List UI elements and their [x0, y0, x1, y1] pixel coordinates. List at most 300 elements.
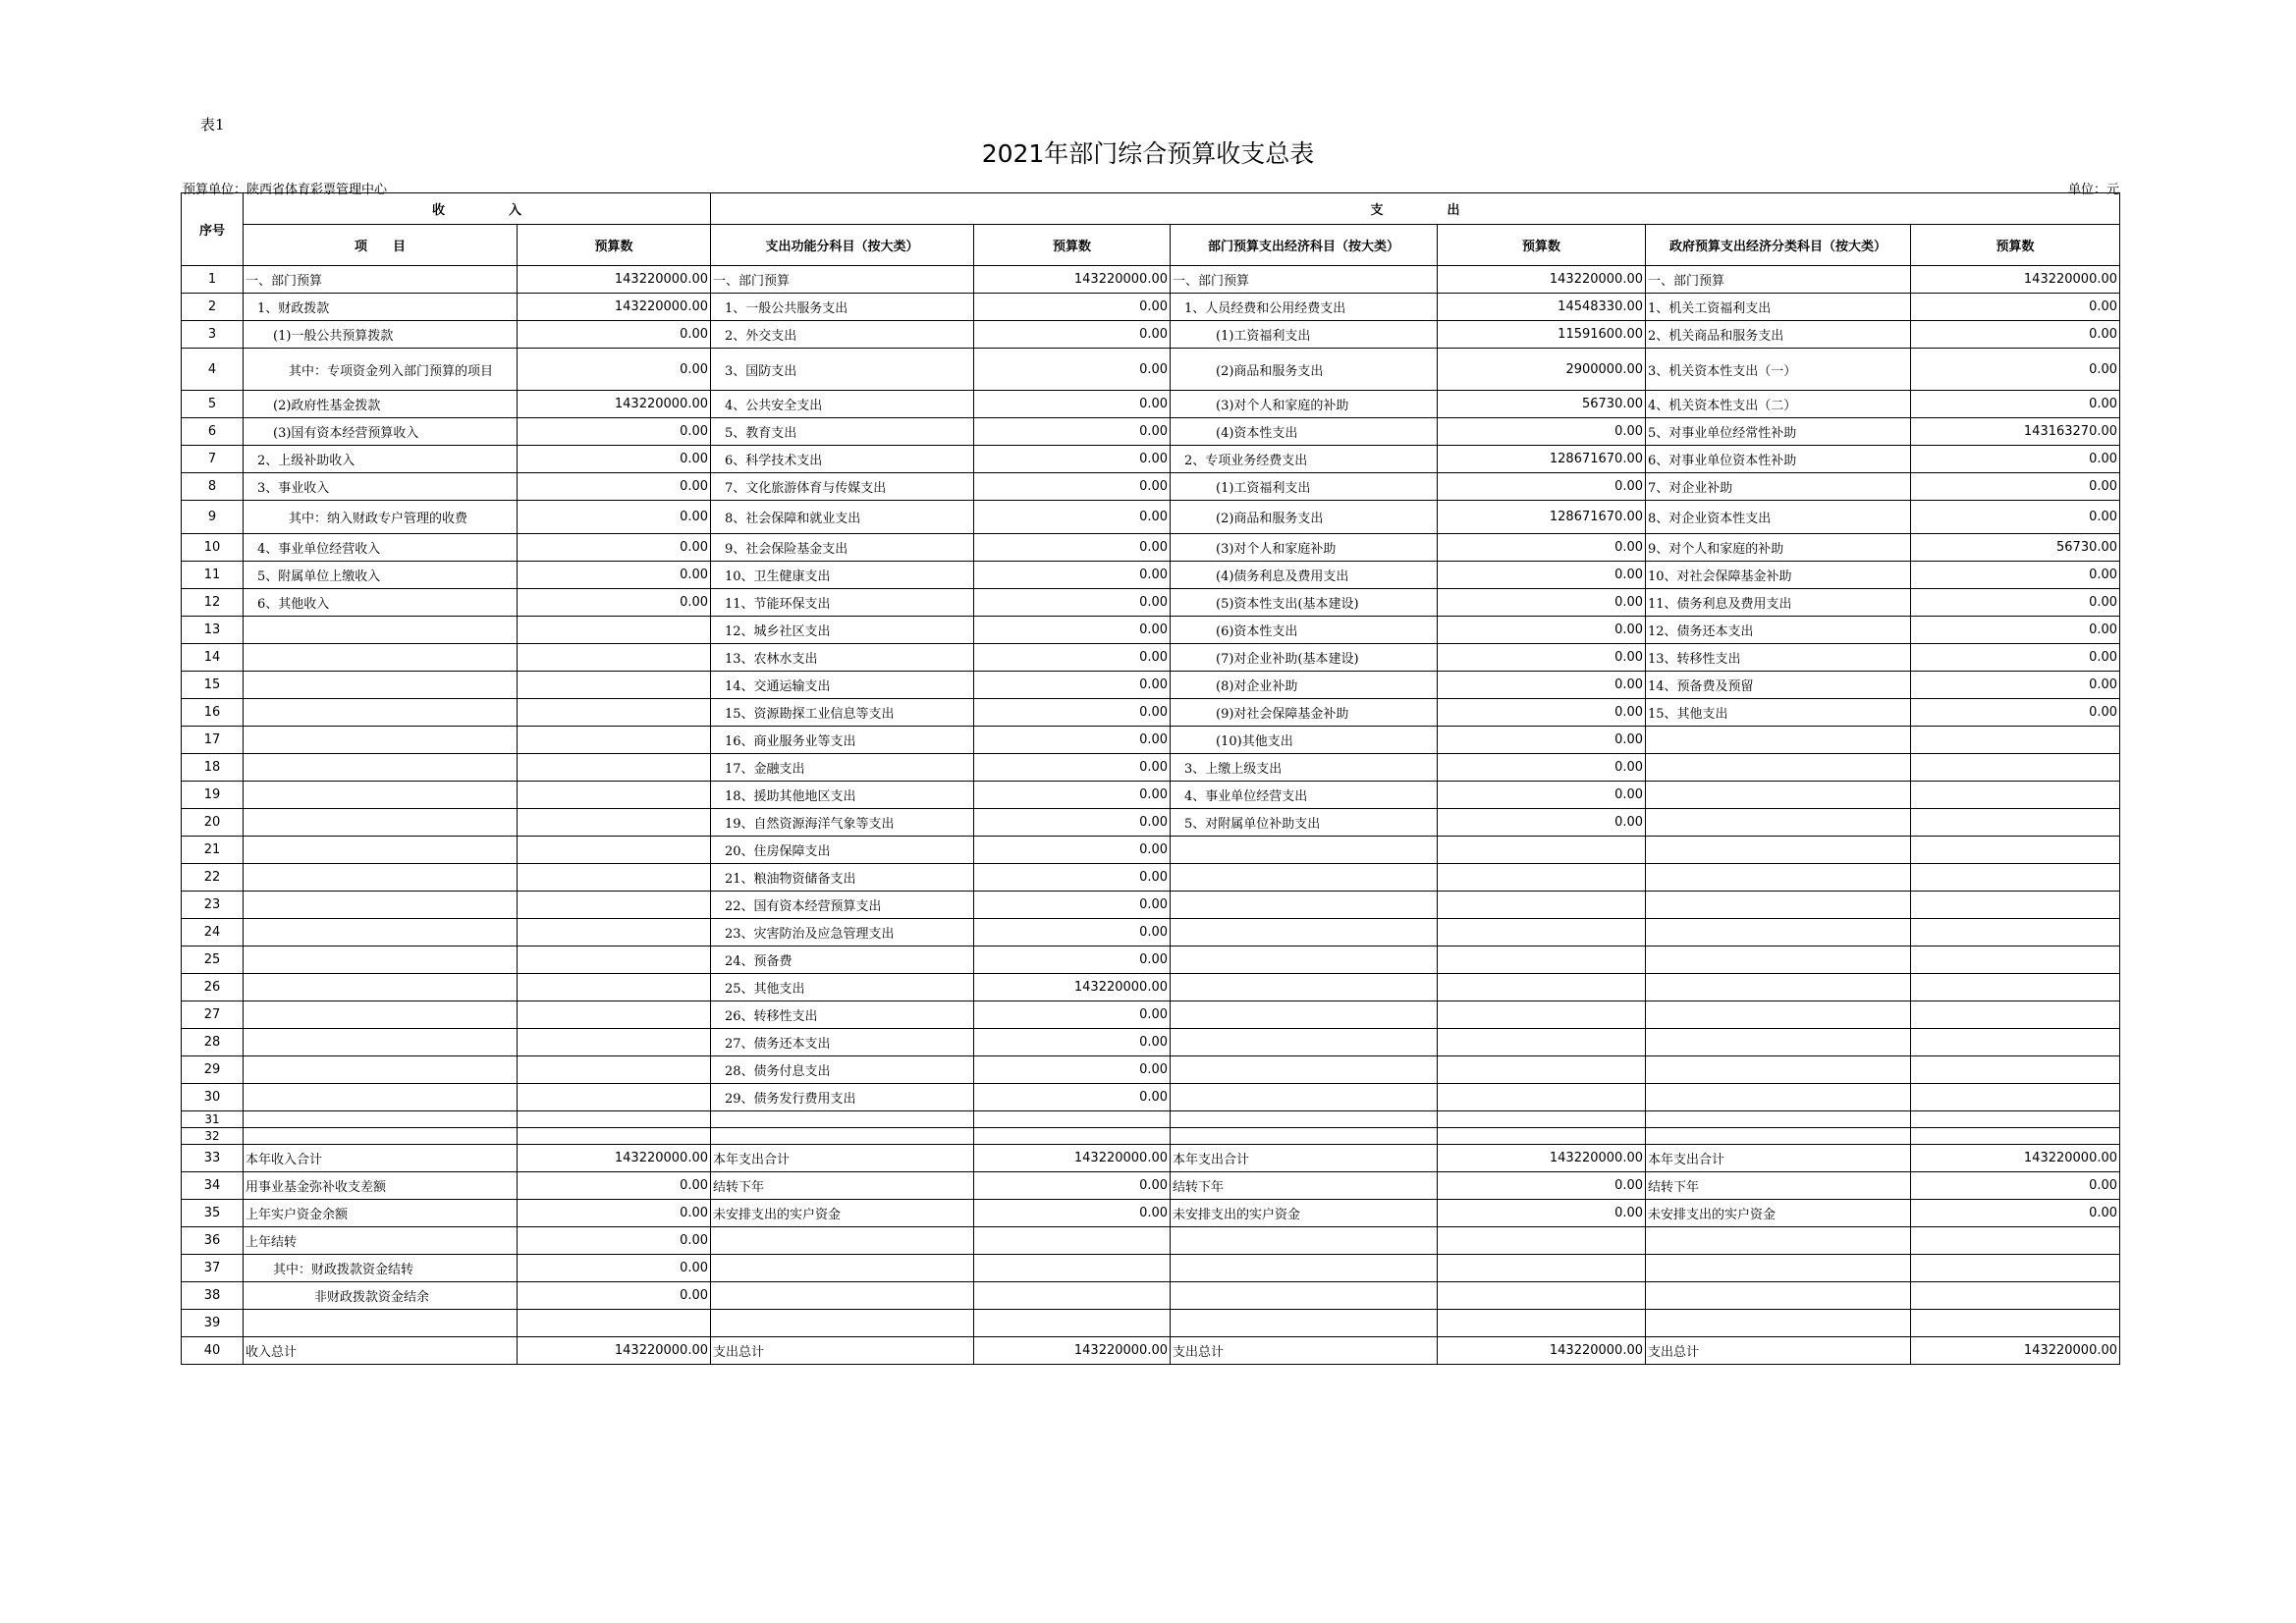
income-item: [244, 892, 518, 919]
func-amount: 0.00: [974, 672, 1171, 699]
income-amount: 0.00: [518, 1200, 711, 1227]
table-row: [182, 892, 2120, 919]
dept-amount: [1438, 1310, 1646, 1337]
func-subject: 14、交通运输支出: [711, 672, 974, 699]
func-amount: 0.00: [974, 754, 1171, 782]
table-row: [182, 1145, 2120, 1172]
income-amount: 143220000.00: [518, 1337, 711, 1365]
dept-amount: 0.00: [1438, 699, 1646, 727]
table-row: [182, 1172, 2120, 1200]
table-number-label: 表1: [200, 116, 225, 134]
income-amount: [518, 699, 711, 727]
func-subject: 28、债务付息支出: [711, 1056, 974, 1084]
func-amount: 0.00: [974, 562, 1171, 589]
table-row: [182, 1084, 2120, 1111]
func-amount: 0.00: [974, 391, 1171, 418]
dept-subject: [1171, 947, 1438, 974]
dept-amount: 0.00: [1438, 782, 1646, 809]
dept-amount: [1438, 1084, 1646, 1111]
func-amount: [974, 1227, 1171, 1255]
page-title: 2021年部门综合预算收支总表: [981, 139, 1315, 168]
income-item: (3)国有资本经营预算收入: [244, 418, 518, 446]
gov-amount: [1911, 974, 2120, 1001]
func-amount: [974, 1255, 1171, 1282]
income-item: [244, 1056, 518, 1084]
table-row: [182, 1056, 2120, 1084]
func-amount: 0.00: [974, 534, 1171, 562]
income-amount: [518, 754, 711, 782]
func-amount: 143220000.00: [974, 974, 1171, 1001]
table-row: [182, 349, 2120, 391]
dept-subject: 1、人员经费和公用经费支出: [1171, 294, 1438, 321]
budget-summary-table: [181, 192, 2120, 1365]
income-item: [244, 947, 518, 974]
row-number: 21: [182, 837, 244, 864]
row-number: 17: [182, 727, 244, 754]
income-amount: 0.00: [518, 473, 711, 501]
table-row: [182, 562, 2120, 589]
row-number: 32: [182, 1128, 244, 1145]
dept-subject: (5)资本性支出(基本建设): [1171, 589, 1438, 617]
dept-amount: [1438, 919, 1646, 947]
gov-amount-header: 预算数: [1911, 225, 2120, 266]
gov-amount: [1911, 1056, 2120, 1084]
income-item: 3、事业收入: [244, 473, 518, 501]
income-item: 非财政拨款资金结余: [244, 1282, 518, 1310]
income-amount: 0.00: [518, 534, 711, 562]
dept-subject: 未安排支出的实户资金: [1171, 1200, 1438, 1227]
row-number: 12: [182, 589, 244, 617]
dept-amount: 2900000.00: [1438, 349, 1646, 391]
dept-subject: (3)对个人和家庭的补助: [1171, 391, 1438, 418]
row-number: 30: [182, 1084, 244, 1111]
income-amount: 0.00: [518, 1227, 711, 1255]
row-number: 15: [182, 672, 244, 699]
income-item: [244, 837, 518, 864]
dept-amount: 0.00: [1438, 809, 1646, 837]
gov-amount: 0.00: [1911, 562, 2120, 589]
dept-amount: 143220000.00: [1438, 1337, 1646, 1365]
income-amount: [518, 1084, 711, 1111]
dept-amount: [1438, 974, 1646, 1001]
gov-subject-header: 政府预算支出经济分类科目（按大类）: [1646, 225, 1911, 266]
func-amount: [974, 1128, 1171, 1145]
dept-subject: 3、上缴上级支出: [1171, 754, 1438, 782]
gov-subject: 2、机关商品和服务支出: [1646, 321, 1911, 349]
func-subject: 7、文化旅游体育与传媒支出: [711, 473, 974, 501]
func-subject: 5、教育支出: [711, 418, 974, 446]
dept-amount: [1438, 1282, 1646, 1310]
gov-amount: [1911, 919, 2120, 947]
income-item: 5、附属单位上缴收入: [244, 562, 518, 589]
dept-subject: 一、部门预算: [1171, 266, 1438, 294]
dept-amount: [1438, 1111, 1646, 1128]
table-row: [182, 1111, 2120, 1128]
table-row: [182, 1227, 2120, 1255]
row-number: 5: [182, 391, 244, 418]
row-number: 38: [182, 1282, 244, 1310]
table-row: [182, 699, 2120, 727]
func-subject: 11、节能环保支出: [711, 589, 974, 617]
income-amount: 143220000.00: [518, 294, 711, 321]
func-subject: 17、金融支出: [711, 754, 974, 782]
func-amount: 0.00: [974, 589, 1171, 617]
dept-amount: 143220000.00: [1438, 266, 1646, 294]
func-amount: 0.00: [974, 919, 1171, 947]
gov-subject: [1646, 919, 1911, 947]
row-number: 35: [182, 1200, 244, 1227]
func-amount: 0.00: [974, 892, 1171, 919]
dept-amount: 0.00: [1438, 727, 1646, 754]
dept-subject: [1171, 1029, 1438, 1056]
func-amount: 0.00: [974, 617, 1171, 644]
gov-amount: [1911, 727, 2120, 754]
func-subject: [711, 1227, 974, 1255]
dept-amount: 0.00: [1438, 672, 1646, 699]
gov-subject: [1646, 1056, 1911, 1084]
table-row: [182, 1282, 2120, 1310]
gov-subject: 7、对企业补助: [1646, 473, 1911, 501]
gov-amount: 0.00: [1911, 294, 2120, 321]
dept-amount: [1438, 1255, 1646, 1282]
row-number: 10: [182, 534, 244, 562]
income-amount: [518, 974, 711, 1001]
func-subject: 8、社会保障和就业支出: [711, 501, 974, 534]
income-amount: [518, 1029, 711, 1056]
row-number: 11: [182, 562, 244, 589]
func-amount: 143220000.00: [974, 1145, 1171, 1172]
income-item: [244, 974, 518, 1001]
income-amount: [518, 1111, 711, 1128]
table-row: [182, 947, 2120, 974]
func-subject: 本年支出合计: [711, 1145, 974, 1172]
row-number: 9: [182, 501, 244, 534]
row-number: 7: [182, 446, 244, 473]
dept-amount: [1438, 1029, 1646, 1056]
row-number: 19: [182, 782, 244, 809]
dept-subject: 2、专项业务经费支出: [1171, 446, 1438, 473]
income-item: [244, 617, 518, 644]
gov-subject: [1646, 754, 1911, 782]
func-amount: 0.00: [974, 947, 1171, 974]
row-number: 14: [182, 644, 244, 672]
row-number: 4: [182, 349, 244, 391]
row-number: 6: [182, 418, 244, 446]
func-subject: 支出总计: [711, 1337, 974, 1365]
dept-subject: [1171, 1128, 1438, 1145]
dept-subject-header: 部门预算支出经济科目（按大类）: [1171, 225, 1438, 266]
dept-amount: 0.00: [1438, 1172, 1646, 1200]
dept-amount: 0.00: [1438, 418, 1646, 446]
func-subject: 未安排支出的实户资金: [711, 1200, 974, 1227]
table-row: [182, 501, 2120, 534]
table-row: [182, 1029, 2120, 1056]
func-subject: 1、一般公共服务支出: [711, 294, 974, 321]
row-number: 40: [182, 1337, 244, 1365]
gov-amount: 0.00: [1911, 473, 2120, 501]
expense-group-header: 支 出: [711, 193, 2120, 225]
income-amount-header: 预算数: [518, 225, 711, 266]
income-amount: [518, 1001, 711, 1029]
func-subject: 20、住房保障支出: [711, 837, 974, 864]
income-amount: [518, 837, 711, 864]
dept-subject: [1171, 974, 1438, 1001]
table-row: [182, 864, 2120, 892]
income-amount: 143220000.00: [518, 266, 711, 294]
row-number: 13: [182, 617, 244, 644]
gov-amount: 0.00: [1911, 391, 2120, 418]
row-number: 3: [182, 321, 244, 349]
gov-amount: 143220000.00: [1911, 266, 2120, 294]
gov-subject: [1646, 1111, 1911, 1128]
func-amount: [974, 1282, 1171, 1310]
gov-amount: [1911, 809, 2120, 837]
income-amount: [518, 644, 711, 672]
income-group-header: 收 入: [244, 193, 711, 225]
dept-subject: 本年支出合计: [1171, 1145, 1438, 1172]
dept-amount: 128671670.00: [1438, 501, 1646, 534]
gov-amount: [1911, 1282, 2120, 1310]
table-row: [182, 1255, 2120, 1282]
dept-subject: [1171, 892, 1438, 919]
dept-amount: 0.00: [1438, 617, 1646, 644]
income-item: [244, 1084, 518, 1111]
func-amount: 0.00: [974, 1056, 1171, 1084]
dept-amount: 56730.00: [1438, 391, 1646, 418]
income-item: (2)政府性基金拨款: [244, 391, 518, 418]
func-amount: 143220000.00: [974, 1337, 1171, 1365]
gov-subject: [1646, 947, 1911, 974]
func-subject: 4、公共安全支出: [711, 391, 974, 418]
dept-subject: 5、对附属单位补助支出: [1171, 809, 1438, 837]
dept-amount: [1438, 947, 1646, 974]
table-row: [182, 321, 2120, 349]
gov-subject: 4、机关资本性支出（二）: [1646, 391, 1911, 418]
income-item: (1)一般公共预算拨款: [244, 321, 518, 349]
func-subject: 25、其他支出: [711, 974, 974, 1001]
func-subject: 6、科学技术支出: [711, 446, 974, 473]
dept-amount: 0.00: [1438, 1200, 1646, 1227]
gov-amount: 0.00: [1911, 672, 2120, 699]
dept-amount: 143220000.00: [1438, 1145, 1646, 1172]
table-row: [182, 446, 2120, 473]
income-item: 1、财政拨款: [244, 294, 518, 321]
income-item: [244, 1128, 518, 1145]
table-row: [182, 391, 2120, 418]
table-row: [182, 727, 2120, 754]
row-number: 1: [182, 266, 244, 294]
func-subject-header: 支出功能分科目（按大类）: [711, 225, 974, 266]
income-item: 本年收入合计: [244, 1145, 518, 1172]
table-row: [182, 294, 2120, 321]
func-amount: 0.00: [974, 1001, 1171, 1029]
dept-subject: [1171, 1056, 1438, 1084]
income-item: [244, 1111, 518, 1128]
budget-unit-label: 预算单位：陕西省体育彩票管理中心: [183, 183, 388, 197]
func-amount: [974, 1310, 1171, 1337]
row-number: 23: [182, 892, 244, 919]
table-row: [182, 919, 2120, 947]
income-amount: [518, 892, 711, 919]
dept-amount: 0.00: [1438, 589, 1646, 617]
func-subject: [711, 1282, 974, 1310]
income-amount: [518, 617, 711, 644]
gov-subject: 13、转移性支出: [1646, 644, 1911, 672]
func-subject: 19、自然资源海洋气象等支出: [711, 809, 974, 837]
gov-subject: 9、对个人和家庭的补助: [1646, 534, 1911, 562]
func-amount: 0.00: [974, 809, 1171, 837]
income-amount: 0.00: [518, 589, 711, 617]
income-item: [244, 754, 518, 782]
func-subject: 3、国防支出: [711, 349, 974, 391]
gov-subject: 15、其他支出: [1646, 699, 1911, 727]
dept-amount: [1438, 1227, 1646, 1255]
table-row: [182, 617, 2120, 644]
func-amount: 0.00: [974, 349, 1171, 391]
dept-amount: 0.00: [1438, 754, 1646, 782]
func-amount: 0.00: [974, 294, 1171, 321]
gov-subject: [1646, 974, 1911, 1001]
dept-subject: (3)对个人和家庭补助: [1171, 534, 1438, 562]
row-number: 25: [182, 947, 244, 974]
func-subject: 13、农林水支出: [711, 644, 974, 672]
func-amount: 0.00: [974, 473, 1171, 501]
gov-subject: 结转下年: [1646, 1172, 1911, 1200]
gov-amount: [1911, 1255, 2120, 1282]
dept-amount: 14548330.00: [1438, 294, 1646, 321]
func-amount: 0.00: [974, 727, 1171, 754]
income-amount: [518, 947, 711, 974]
func-subject: 结转下年: [711, 1172, 974, 1200]
func-subject: 26、转移性支出: [711, 1001, 974, 1029]
func-subject: 15、资源勘探工业信息等支出: [711, 699, 974, 727]
gov-subject: [1646, 1310, 1911, 1337]
dept-subject: (1)工资福利支出: [1171, 321, 1438, 349]
func-amount: 0.00: [974, 1029, 1171, 1056]
row-number: 39: [182, 1310, 244, 1337]
func-subject: 10、卫生健康支出: [711, 562, 974, 589]
dept-amount: 0.00: [1438, 534, 1646, 562]
dept-subject: [1171, 1255, 1438, 1282]
gov-subject: [1646, 837, 1911, 864]
row-number: 8: [182, 473, 244, 501]
dept-subject: [1171, 1310, 1438, 1337]
gov-amount: [1911, 1227, 2120, 1255]
row-number: 18: [182, 754, 244, 782]
gov-amount: [1911, 754, 2120, 782]
row-number: 16: [182, 699, 244, 727]
gov-subject: 6、对事业单位资本性补助: [1646, 446, 1911, 473]
dept-amount-header: 预算数: [1438, 225, 1646, 266]
func-amount: 0.00: [974, 446, 1171, 473]
income-amount: 143220000.00: [518, 1145, 711, 1172]
income-item: 6、其他收入: [244, 589, 518, 617]
row-number: 26: [182, 974, 244, 1001]
gov-subject: 5、对事业单位经常性补助: [1646, 418, 1911, 446]
row-number: 28: [182, 1029, 244, 1056]
table-row: [182, 1310, 2120, 1337]
income-amount: 0.00: [518, 1255, 711, 1282]
func-subject: 18、援助其他地区支出: [711, 782, 974, 809]
gov-amount: 0.00: [1911, 501, 2120, 534]
func-subject: [711, 1111, 974, 1128]
gov-subject: [1646, 1001, 1911, 1029]
dept-subject: (4)资本性支出: [1171, 418, 1438, 446]
gov-amount: [1911, 837, 2120, 864]
dept-subject: 支出总计: [1171, 1337, 1438, 1365]
gov-subject: 本年支出合计: [1646, 1145, 1911, 1172]
gov-amount: 0.00: [1911, 321, 2120, 349]
table-row: [182, 1001, 2120, 1029]
income-amount: [518, 919, 711, 947]
func-amount: 0.00: [974, 782, 1171, 809]
currency-unit-label: 单位：元: [2067, 183, 2119, 197]
func-subject: 16、商业服务业等支出: [711, 727, 974, 754]
gov-amount: [1911, 864, 2120, 892]
income-item: 2、上级补助收入: [244, 446, 518, 473]
income-item: [244, 919, 518, 947]
gov-subject: [1646, 809, 1911, 837]
dept-subject: (1)工资福利支出: [1171, 473, 1438, 501]
income-item-header: 项 目: [244, 225, 518, 266]
gov-amount: [1911, 1001, 2120, 1029]
table-row: [182, 1337, 2120, 1365]
func-subject: 22、国有资本经营预算支出: [711, 892, 974, 919]
gov-subject: [1646, 1227, 1911, 1255]
income-item: 一、部门预算: [244, 266, 518, 294]
income-amount: 0.00: [518, 562, 711, 589]
dept-subject: (7)对企业补助(基本建设): [1171, 644, 1438, 672]
gov-subject: [1646, 1084, 1911, 1111]
income-item: 其中：财政拨款资金结转: [244, 1255, 518, 1282]
func-amount-header: 预算数: [974, 225, 1171, 266]
table-row: [182, 589, 2120, 617]
income-amount: 0.00: [518, 321, 711, 349]
income-amount: 0.00: [518, 349, 711, 391]
gov-amount: 0.00: [1911, 644, 2120, 672]
dept-subject: [1171, 919, 1438, 947]
dept-amount: 0.00: [1438, 473, 1646, 501]
gov-subject: [1646, 1029, 1911, 1056]
gov-amount: [1911, 947, 2120, 974]
row-number: 2: [182, 294, 244, 321]
func-amount: 0.00: [974, 837, 1171, 864]
income-item: [244, 1001, 518, 1029]
func-amount: [974, 1111, 1171, 1128]
income-item: 收入总计: [244, 1337, 518, 1365]
gov-subject: [1646, 864, 1911, 892]
func-subject: [711, 1128, 974, 1145]
gov-subject: [1646, 782, 1911, 809]
income-amount: [518, 864, 711, 892]
func-amount: 0.00: [974, 501, 1171, 534]
dept-subject: 结转下年: [1171, 1172, 1438, 1200]
dept-subject: [1171, 1084, 1438, 1111]
func-amount: 0.00: [974, 418, 1171, 446]
func-subject: 27、债务还本支出: [711, 1029, 974, 1056]
row-number: 34: [182, 1172, 244, 1200]
income-item: [244, 672, 518, 699]
gov-amount: 0.00: [1911, 699, 2120, 727]
income-item: 4、事业单位经营收入: [244, 534, 518, 562]
gov-subject: 未安排支出的实户资金: [1646, 1200, 1911, 1227]
row-number: 20: [182, 809, 244, 837]
dept-amount: 0.00: [1438, 562, 1646, 589]
table-row: [182, 644, 2120, 672]
gov-subject: 8、对企业资本性支出: [1646, 501, 1911, 534]
dept-subject: (4)债务利息及费用支出: [1171, 562, 1438, 589]
gov-amount: [1911, 892, 2120, 919]
